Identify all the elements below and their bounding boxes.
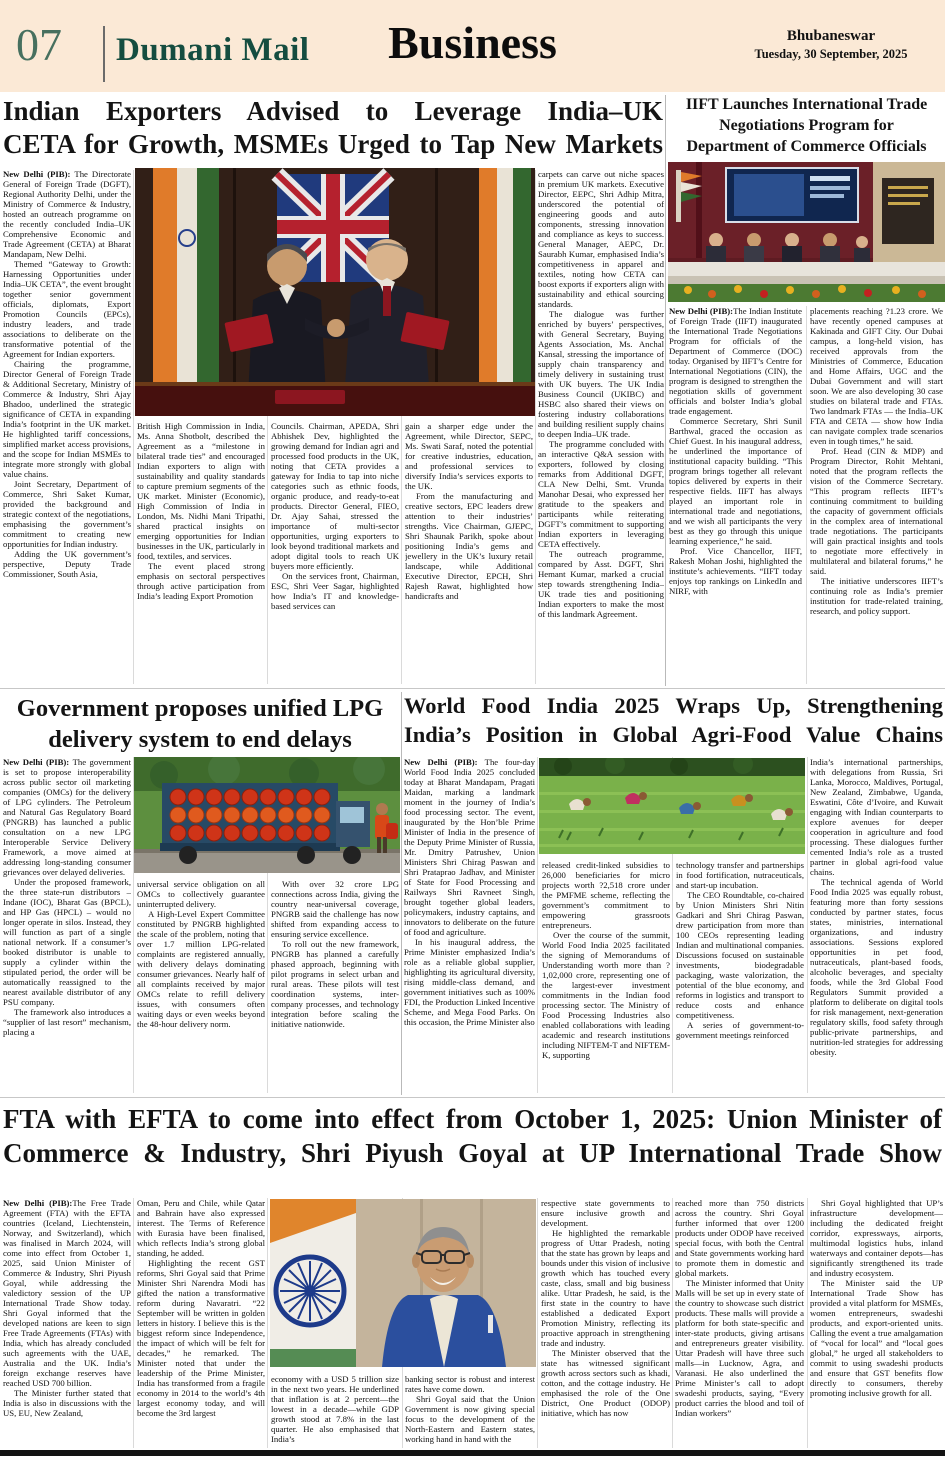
- column-rule: [133, 170, 134, 684]
- paragraph: He highlighted the remarkable progress of Uttar Pradesh, noting that the state has grown by leaps and bounds under this vision of inclusive growth which has touched every caste, class, small and big business alike. Uttar Pradesh, he said, is the first state in the country to have established a dedicated Export Promotion Ministry, reflecting its proactive approach in strengthening trade and industry.: [541, 1228, 670, 1348]
- paragraph: reached more than 750 districts across the country. Shri Goyal further informed that over 1200 products under ODOP have received special focus, with both the Central and State governments working hard to promote them in domestic and global markets.: [675, 1198, 804, 1278]
- paragraph: Shri Goyal said that the Union Government is now giving special focus to the development of the North-Eastern and Eastern states, working hand in hand with the: [405, 1394, 535, 1444]
- fta-column-4: [405, 1374, 535, 1450]
- paragraph: respective state governments to ensure inclusive growth and development.: [541, 1198, 670, 1228]
- paragraph: carpets can carve out niche spaces in premium UK markets. Executive Director, EEPC, Shri Adhip Mitra, underscored the potential of engineering goods and auto components, stressing innovation and compliance as keys to success. General Manager, AEPC, Dr. Saurabh Kumar, emphasised India’s competitiveness in apparel and textiles, noting how CETA can boost exports if exporters align with sustainability and ethical sourcing standards.: [538, 169, 664, 309]
- paragraph: The dialogue was further enriched by buyers’ perspectives, with General Secretary, Buying Agents Association, Ms. Anchal Kansal, stressing the importance of supply chain transparency and timely delivery in sustaining trust with UK buyers. The UK India Business Council (UKIBC) and HSBC also shared their views on fostering industry collaborations and building resilient supply chains to deepen India–UK trade.: [538, 309, 664, 439]
- paragraph: The Minister further stated that India is also in discussions with the US, EU, New Zealand,: [3, 1388, 131, 1418]
- paragraph: Themed “Gateway to Growth: Harnessing Opportunities under India–UK CETA”, the event brought together senior government officials, diplomats, Export Promotion Councils (EPCs), industry leaders, and trade associations to deliberate on the transformative potential of the Agreement for Indian exporters.: [3, 259, 131, 359]
- fta-column-2: [137, 1198, 265, 1450]
- column-rule: [267, 1198, 268, 1448]
- paragraph: Councils. Chairman, APEDA, Shri Abhishek Dev, highlighted the growing demand for Indian agri and processed food products in the UK, noting that CETA provides a gateway for India to tap into niche categories such as ethnic foods, organic produce, and ready-to-eat products. Director General, FIEO, Dr. Ajay Sahai, stressed the importance of multi-sector opportunities, urging exporters to look beyond traditional markets and adopt digital tools to reach UK buyers more efficiently.: [271, 421, 399, 571]
- paragraph: Over the course of the summit, World Food India 2025 facilitated the signing of Memorandums of Understanding worth more than ?1,02,000 crore, representing one of the largest-ever investment commitments in the Indian food processing sector. The Ministry of Food Processing Industries also enabled collaborations with leading academic and research institutions including NIFTEM-T and NIFTEM-K, supporting: [542, 930, 670, 1060]
- column-rule: [133, 1198, 134, 1448]
- paragraph: universal service obligation on all OMCs to collectively guarantee uninterrupted delivery.: [137, 879, 265, 909]
- paragraph: Oman, Peru and Chile, while Qatar and Bahrain have also expressed interest. The Terms of Reference with Eurasia have been finalised, which reflects India’s strong global standing, he added.: [137, 1198, 265, 1258]
- fta-goyal-photo: [270, 1199, 536, 1367]
- dateline: New Delhi (PIB):: [3, 169, 75, 179]
- ceta-handshake-photo: [135, 168, 535, 416]
- column-rule: [807, 757, 808, 1093]
- paragraph: The event placed strong emphasis on sectoral perspectives through active participation from India’s leading Export Promotion: [137, 561, 265, 601]
- wfi-field-photo: [539, 758, 805, 854]
- paragraph: The technical agenda of World Food India 2025 was equally robust, featuring more than forty sessions conducted by partner states, focus states, ministries, international organizations, and industry associations. Sessions explored opportunities in pet food, nutraceuticals, plant-based foods, alcoholic beverages, and specialty foods, while the 3rd Global Food Regulators Summit provided a platform to deliberate on digital tools for risk management, next-generation regulatory skills, food safety through public-private partnerships, and nutrition-led strategies for addressing obesity.: [810, 877, 943, 1057]
- iift-column-2: [810, 306, 943, 686]
- paragraph: Adding the UK government’s perspective, Deputy Trade Commissioner, South Asia,: [3, 549, 131, 579]
- section-divider: [0, 1097, 945, 1098]
- paragraph: New Delhi (PIB): The four-day World Food India 2025 concluded today at Bharat Mandapam, Pragati Maidan, marking a landmark moment in the journey of India’s food processing sector. The event, inaugurated by the Hon’ble Prime Minister of India in the presence of the Deputy Prime Minister of Russia, Mr. Dmitry Patrushev, Union Ministers Shri Chirag Paswan and Shri Prataprao Jadhav, and Minister of State for Food Processing and Railways Shri Ravneet Singh, brought together global leaders, policymakers, industry captains, and innovators to deliberate on the future of food and agriculture.: [404, 757, 535, 937]
- fta-column-1: [3, 1198, 131, 1450]
- paragraph: India’s international partnerships, with delegations from Russia, Sri Lanka, Morocco, Maldives, Portugal, New Zealand, Zimbabwe, Uganda, Eswatini, Côte d’Ivoire, and Kuwait engaging with Indian counterparts to explore avenues for deeper cooperation in agriculture and food processing. These dialogues further cemented India’s role as a trusted partner in global agri-food value chains.: [810, 757, 943, 877]
- lpg-headline: [0, 694, 400, 755]
- ceta-column-3: [271, 421, 399, 684]
- dateline: New Delhi (PIB):: [404, 757, 485, 767]
- wfi-column-4: [810, 757, 943, 1093]
- ceta-column-5: [538, 169, 664, 685]
- city-label: Bhubaneswar: [786, 28, 876, 44]
- paragraph: The CEO Roundtable, co-chaired by Union Ministers Shri Nitin Gadkari and Shri Chirag Paswan, drew participation from more than 100 CEOs representing leading Indian and multinational companies. Discussions focused on sustainable investments, biodegradable packaging, waste valorization, the potential of the blue economy, and reforms in logistics and transport to reduce costs and enhance competitiveness.: [676, 890, 804, 1020]
- paragraph: The Minister observed that the state has witnessed significant growth across sectors such as khadi, cotton, and the cottage industry. He emphasised the role of the One District, One Product (ODOP) initiative, which has now: [541, 1348, 670, 1418]
- paragraph: The outreach programme, compared by Asst. DGFT, Shri Hemant Kumar, marked a crucial step towards strengthening India–UK trade ties and positioning Indian exporters to make the most of this landmark Agreement.: [538, 549, 664, 619]
- paragraph: The initiative underscores IIFT’s continuing role as India’s premier institution for trade-related training, research, and policy support.: [810, 576, 943, 616]
- paragraph: On the services front, Chairman, ESC, Shri Veer Sagar, highlighted how India’s IT and knowledge-based services can: [271, 571, 399, 611]
- paragraph: technology transfer and partnerships in food fortification, nutraceuticals, and start-up incubation.: [676, 860, 804, 890]
- lpg-column-1: [3, 757, 131, 1093]
- wfi-column-2: [542, 860, 670, 1093]
- paragraph: Commerce Secretary, Shri Sunil Barthwal, graced the occasion as Chief Guest. In his inaugural address, he underlined the importance of institutional capacity building. “This program brings together all relevant topics delivered by experts in their respective fields. IIFT has always played an important role in international trade and negotiations, and we wish all participants the very best as they go through this unique learning experience,” he said.: [669, 416, 802, 546]
- iift-column-1: [669, 306, 802, 686]
- paragraph: Prof. Vice Chancellor, IIFT, Rakesh Mohan Joshi, highlighted the institute’s achievements. “IIFT today enjoys top rankings on LinkedIn and NIRF, with: [669, 546, 802, 596]
- article-divider-vertical: [401, 692, 402, 1095]
- column-rule: [537, 1198, 538, 1448]
- paragraph: banking sector is robust and interest rates have come down.: [405, 1374, 535, 1394]
- lpg-truck-photo: [134, 757, 400, 873]
- headline-line: India’s Position in Global Agri-Food Value Chains: [404, 721, 943, 747]
- column-rule: [672, 1198, 673, 1448]
- paragraph: Prof. Head (CIN & MDP) and Program Director, Rohit Mehtani, noted that the program reflects the vision of the Commerce Secretary. “This program reflects IIFT’s continuing commitment to building the capacity of government officials in the complex area of international trade negotiations. The participants will gain practical insights and tools to negotiate more effectively in multilateral and bilateral forums,” he said.: [810, 446, 943, 576]
- paragraph: The Minister said the UP International Trade Show has provided a vital platform for MSMEs, women entrepreneurs, swadeshi products, and export-oriented units. Calling the event a true amalgamation of “vocal for local” and “local goes global,” he urged all stakeholders to commit to using swadeshi products and ensure that GST benefits flow directly to consumers, thereby promoting inclusive growth for all.: [810, 1278, 943, 1398]
- column-rule: [807, 1198, 808, 1448]
- wfi-column-1: [404, 757, 535, 1093]
- ceta-column-2: [137, 421, 265, 684]
- headline-line: FTA with EFTA to come into effect from October 1, 2025: Union Minister of: [3, 1104, 942, 1134]
- lpg-column-2: [137, 879, 265, 1093]
- header-dateline: [731, 28, 931, 62]
- date-label: Tuesday, 30 September, 2025: [754, 47, 908, 61]
- paragraph: Shri Goyal highlighted that UP’s infrastructure development—including the dedicated freight corridor, expressways, airports, multimodal logistics hubs, inland waterways and container depots—has significantly strengthened its trade and industry ecosystem.: [810, 1198, 943, 1278]
- headline-line: Commerce & Industry, Shri Piyush Goyal at UP International Trade Show: [3, 1137, 942, 1168]
- paragraph: In his inaugural address, the Prime Minister emphasized India’s role as a reliable global supplier, highlighting its agricultural diversity, rising middle-class demand, and government initiatives such as 100% FDI, the Production Linked Incentive Scheme, and Mega Food Parks. On this occasion, the Prime Minister also: [404, 937, 535, 1027]
- headline-line: IIFT Launches International Trade: [685, 96, 928, 113]
- paragraph: British High Commission in India, Ms. Anna Shotbolt, described the Agreement as a “milestone in bilateral trade ties” and encouraged Indian exporters to align with sustainability and quality standards to capture premium segments of the UK market. Minister (Economic), High Commission of India in London, Ms. Nidhi Mani Tripathi, shared practical insights on emerging opportunities for Indian businesses in the UK, particularly in food, textiles, and services.: [137, 421, 265, 561]
- headline-line: CETA for Growth, MSMEs Urged to Tap New Markets: [3, 128, 663, 159]
- paragraph: gain a sharper edge under the Agreement, while Director, SEPC, Ms. Swati Saraf, noted the potential for creative industries, education, and professional services to diversify India’s services exports to the UK.: [405, 421, 533, 491]
- headline-line: Indian Exporters Advised to Leverage India–UK: [3, 96, 663, 126]
- ceta-column-1: [3, 169, 131, 685]
- wfi-headline: [404, 692, 943, 750]
- iift-headline: [668, 95, 945, 157]
- paragraph: To roll out the new framework, PNGRB has planned a carefully phased approach, beginning with pilot programs in select urban and rural areas. These pilots will test coordination systems, inter-company processes, and technology integration before scaling the initiative nationwide.: [271, 939, 399, 1029]
- iift-event-photo: [668, 162, 945, 302]
- ceta-headline: [3, 95, 663, 161]
- page-header: [0, 0, 945, 92]
- fta-column-7: [810, 1198, 943, 1450]
- paragraph: New Delhi (PIB):The Free Trade Agreement (FTA) with the EFTA countries (Iceland, Liechtenstein, Norway, and Switzerland), which was finalised in March 2024, will come into effect from October 1, 2025, said Union Minister of Commerce & Industry, Shri Piyush Goyal, while addressing the valedictory session of the UP International Trade Show today. Shri Goyal informed that the developed nations are keen to sign Free Trade Agreements (FTAs) with India, which has already concluded such agreements with the UAE, Australia and the UK. India’s foreign exchange reserves have reached USD 700 billion.: [3, 1198, 131, 1388]
- paragraph: From the manufacturing and creative sectors, EPC leaders drew attention to their industries’ strengths. Vice Chairman, GJEPC, Shri Shaunak Parikh, spoke about positioning India’s gems and jewellery in the UK’s luxury retail landscape, while Additional Executive Director, EPCH, Shri Rajesh Rawat, highlighted how handicrafts and: [405, 491, 533, 601]
- page-number: 07: [16, 19, 62, 70]
- section-divider: [0, 688, 945, 689]
- paragraph: With over 32 crore LPG connections across India, giving the country near-universal coverage, PNGRB said the challenge has now shifted from expanding access to ensuring service excellence.: [271, 879, 399, 939]
- paragraph: Under the proposed framework, the three state-run distributors – Indane (IOC), Bharat Gas (BPCL), and HP Gas (HPCL) – would no longer operate in silos. Instead, they will function as part of a single national network. If a consumer’s booked distributor is unable to supply a cylinder within the stipulated period, the order will be automatically reassigned to the nearest available distributor of any PSU company.: [3, 877, 131, 1007]
- paragraph: The programme concluded with an interactive Q&A session with exporters, followed by closing remarks from Additional DGFT, CLA New Delhi, Smt. Vrunda Manohar Desai, who expressed her gratitude to the speakers and participants while reiterating DGFT’s commitment to supporting Indian exporters in leveraging CETA effectively.: [538, 439, 664, 549]
- fta-column-6: [675, 1198, 804, 1450]
- paragraph: A High-Level Expert Committee constituted by PNGRB highlighted the scale of the problem, noting that over 1.7 million LPG-related complaints are registered annually, with delivery delays dominating consumer grievances. Nearly half of all complaints received by major OMCs relate to refill delivery issues, with consumers often waiting days or even weeks beyond the 48-hour delivery norm.: [137, 909, 265, 1029]
- paragraph: placements reaching ?1.23 crore. We have recently opened campuses at Kakinada and GIFT City. Our Dubai campus, a long-held vision, has received approvals from the Ministries of Commerce, Education and Home Affairs, UGC and the Dubai Government and will start soon. We are also developing 30 case studies on bilateral trade and FTAs. Two landmark FTAs — the India–UK FTA and CETA — show how India can navigate complex trade scenarios even in tough times,” he said.: [810, 306, 943, 446]
- headline-line: World Food India 2025 Wraps Up, Strengthening: [404, 693, 943, 718]
- dateline: New Delhi (PIB):: [669, 306, 734, 316]
- paragraph: The framework also introduces a “supplier of last resort” mechanism, placing a: [3, 1007, 131, 1037]
- paragraph: Chairing the programme, Director General of Foreign Trade & Additional Secretary, Ministry of Commerce & Industry, Shri Ajay Bhadoo, underlined the strategic significance of CETA in expanding India’s footprint in the UK market. He highlighted tariff concessions, simplified market access provisions, and the scope for Indian MSMEs to integrate more strongly with global value chains.: [3, 359, 131, 479]
- dateline: New Delhi (PIB):: [3, 757, 73, 767]
- article-divider-vertical: [665, 95, 666, 686]
- column-rule: [806, 306, 807, 684]
- paragraph: New Delhi (PIB): The Directorate General of Foreign Trade (DGFT), Regional Authority Delhi, under the Ministry of Commerce & Industry, hosted an outreach programme on the recently concluded India–UK Comprehensive Economic and Trade Agreement (CETA) at Bharat Mandapam, New Delhi.: [3, 169, 131, 259]
- paragraph: Highlighting the recent GST reforms, Shri Goyal said that Prime Minister Shri Narendra Modi has gifted the nation a transformative reform during Navaratri. “22 September will be written in golden letters in history. I believe this is the biggest reform since Independence, the impact of which will be felt for decades,” he remarked. The Minister noted that under the leadership of the Prime Minister, India has transformed from a fragile economy in 2014 to the world’s 4th largest economy today, and will become the 3rd largest: [137, 1258, 265, 1418]
- dateline: New Delhi (PIB):: [3, 1198, 73, 1208]
- masthead: Dumani Mail: [116, 32, 310, 68]
- paragraph: New Delhi (PIB):The Indian Institute of Foreign Trade (IIFT) inaugurated the International Trade Negotiations Program for officials of the Department of Commerce (DOC) today. Organised by IIFT’s Centre for International Negotiations (CIN), the program is designed to strengthen the negotiation skills of government officials and bolster India’s global trade engagement.: [669, 306, 802, 416]
- lpg-column-3: [271, 879, 399, 1093]
- fta-headline: [3, 1103, 942, 1171]
- fta-column-5: [541, 1198, 670, 1450]
- section-title: Business: [388, 17, 557, 68]
- paragraph: Joint Secretary, Department of Commerce, Shri Saket Kumar, provided the background and strategic context of the negotiations, emphasising the government’s commitment to creating new opportunities for Indian industry.: [3, 479, 131, 549]
- fta-column-3: [271, 1374, 399, 1450]
- column-rule: [535, 170, 536, 684]
- headline-line: Government proposes unified LPG: [16, 695, 384, 722]
- headline-line: Negotiations Program for: [719, 116, 894, 134]
- paragraph: released credit-linked subsidies to 26,000 beneficiaries for micro projects worth ?2,518 crore under the PMFME scheme, reflecting the government’s commitment to empowering grassroots entrepreneurs.: [542, 860, 670, 930]
- column-rule: [537, 757, 538, 1093]
- paragraph: A series of government-to-government meetings reinforced: [676, 1020, 804, 1040]
- paragraph: economy with a USD 5 trillion size in the next two years. He underlined that inflation is at 2 percent—the lowest in a decade—while GDP growth stood at 7.8% in the last quarter. He also emphasised that India’s: [271, 1374, 399, 1444]
- wfi-column-3: [676, 860, 804, 1093]
- bottom-rule: [0, 1450, 945, 1456]
- paragraph: New Delhi (PIB): The government is set to propose interoperability across public sector oil marketing companies (OMCs) for the delivery of LPG cylinders. The Petroleum and Natural Gas Regulatory Board (PNGRB) has launched a public consultation on a new LPG Interoperable Service Delivery Framework, a move aimed at addressing long-standing consumer grievances over delayed deliveries.: [3, 757, 131, 877]
- headline-line: delivery system to end delays: [48, 725, 352, 753]
- paragraph: The Minister informed that Unity Malls will be set up in every state of the country to showcase such district products. These malls will provide a platform for both state-specific and inter-state products, giving artisans and entrepreneurs greater visibility. Uttar Pradesh will have three such malls—in Lucknow, Agra, and Varanasi. He also underlined the Prime Minister’s call to adopt swadeshi products, saying, “Every product carries the blood and toil of Indian workers”: [675, 1278, 804, 1418]
- ceta-column-4: [405, 421, 533, 684]
- headline-line: Department of Commerce Officials: [686, 137, 927, 155]
